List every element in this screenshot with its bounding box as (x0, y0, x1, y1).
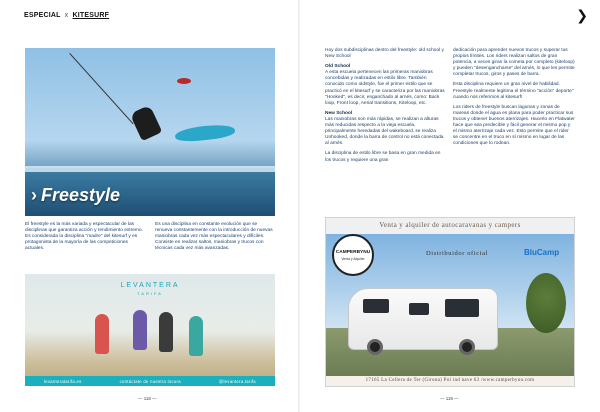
person-figure (95, 314, 109, 354)
levantera-logo: LEVANTERA (120, 282, 180, 289)
hero-title-text: Freestyle (41, 185, 121, 205)
topic-label: KITESURF (72, 12, 110, 19)
old-school-heading: Old School (325, 64, 351, 70)
paragraph: El freestyle es la más variada y espectacular de las disciplinas que garantiza acción y rendimiento extremo. Es considerada la disciplina "madre" del kitesurf y es protagonista de la mayoría de las competiciones actuales. (25, 222, 143, 252)
hero-photo (25, 48, 275, 216)
advert-social[interactable]: @levantera.tarifa (218, 378, 256, 384)
camperbynu-advert[interactable] (325, 217, 575, 387)
badge-tag: Venta y Alquiler (341, 256, 365, 261)
discipline-paragraph: La disciplina de estilo libre se basa en gran medida en los trucos y requiere una gran (325, 151, 441, 163)
blucamp-logo: BluCamp (524, 248, 560, 257)
paragraph: dedicación para aprender nuevos trucos y superar tus propios límites. Los riders realizan saltos de gran potencia, a veces giran la cometa por completo (kiteloop) y pueden "desengancharse" del arnés, lo que les permite completar trucos, giros y pases de barra. (453, 48, 575, 78)
paragraph: Es una disciplina en constante evolución que se renueva constantemente con la introducción de nuevas maniobras cada vez más espectaculares y difíciles. Consiste en realizar saltos, maniobras y trucos con técnicas cada vez más avanzadas. (155, 222, 273, 252)
advert-footer (25, 376, 275, 386)
new-school-text: Las maniobras son más rápidas, se realizan a alturas más reducidas respecto a la vieja escuela, principalmente heredadas del wakeboard, se realiza Unhooked, donde la barra de control no está conectada al arnés. (325, 116, 444, 147)
left-text-col1 (25, 222, 145, 256)
wheel-icon (459, 339, 475, 355)
badge-name: CAMPERBYNU (335, 249, 371, 255)
camperbynu-logo (332, 234, 374, 276)
paragraph: Los riders de freestyle buscan lagunas y zonas de mareas donde el agua es plana para poder practicar sus trucos y obtener buenos aterrizajes. Hacerlo en Flatwater hace que sea predecible y fácil generar el mismo pop y el mismo aterrizaje cada vez. Esto permite que el rider se concentre en el truco en sí mismo en lugar de las condiciones que lo rodean. (453, 104, 575, 147)
advert-tagline: contáctate de nuestra locura (119, 378, 181, 384)
levantera-advert[interactable] (25, 274, 275, 386)
tree-image (526, 273, 566, 333)
wheel-icon (367, 339, 383, 355)
right-text-col2 (453, 48, 575, 151)
chevron-icon: › (31, 185, 37, 205)
person-figure (133, 310, 147, 350)
caravan-image (348, 288, 498, 350)
distant-kite (177, 78, 191, 84)
next-page-arrow[interactable]: ❯ (576, 8, 588, 24)
advert-website[interactable]: levanteratarifa.es (44, 378, 82, 384)
header-separator: x (64, 12, 69, 19)
intro-paragraph: Hoy dos subdisciplinas dentro del freestyle: old school y New School (325, 48, 444, 60)
caravan-window (445, 299, 479, 317)
kitesurfer-figure (130, 105, 163, 141)
page-number-left: — 118 — (138, 396, 157, 401)
paragraph: Esta disciplina requiere un gran nivel de habilidad. Freestyle realmente legitima el término "acción" deporte" cuando nos referimos al kitesurf! (453, 82, 574, 100)
right-page (300, 0, 600, 412)
right-text-col1 (325, 48, 447, 168)
distributor-label: Distribuidor oficial (426, 250, 489, 257)
old-school-text: A esta escuela pertenecen las primeras maniobras concebidas y realizadas en estilo libre. También conocido como oldstyle, fue el primer estilo que se practicó en el kitesurf y se caracteriza por las maniobras "Hooked", es decir, enganchado al arnés, como: Back loop, Front loop, Aerial transitions, Kiteloop, etc. (325, 70, 445, 106)
section-label: ESPECIAL (24, 12, 61, 19)
page-number-right: — 119 — (440, 396, 459, 401)
new-school-heading: New School (325, 110, 353, 116)
advert-address[interactable]: 17165 La Cellera de Ter (Girona) Pol ind nave 63 /www.camperbynu.com (326, 376, 574, 386)
left-text-col2 (155, 222, 275, 256)
section-header (24, 12, 109, 19)
caravan-window (409, 303, 429, 315)
person-figure (159, 312, 173, 352)
wave-line (25, 166, 275, 172)
kiteboard (174, 123, 235, 143)
advert-title: Venta y alquiler de autocaravanas y campers (379, 221, 521, 229)
kite-line (69, 53, 133, 124)
levantera-sublogo: TARIFA (137, 291, 163, 296)
hero-title (31, 185, 120, 206)
person-figure (189, 316, 203, 356)
caravan-window (363, 299, 389, 313)
